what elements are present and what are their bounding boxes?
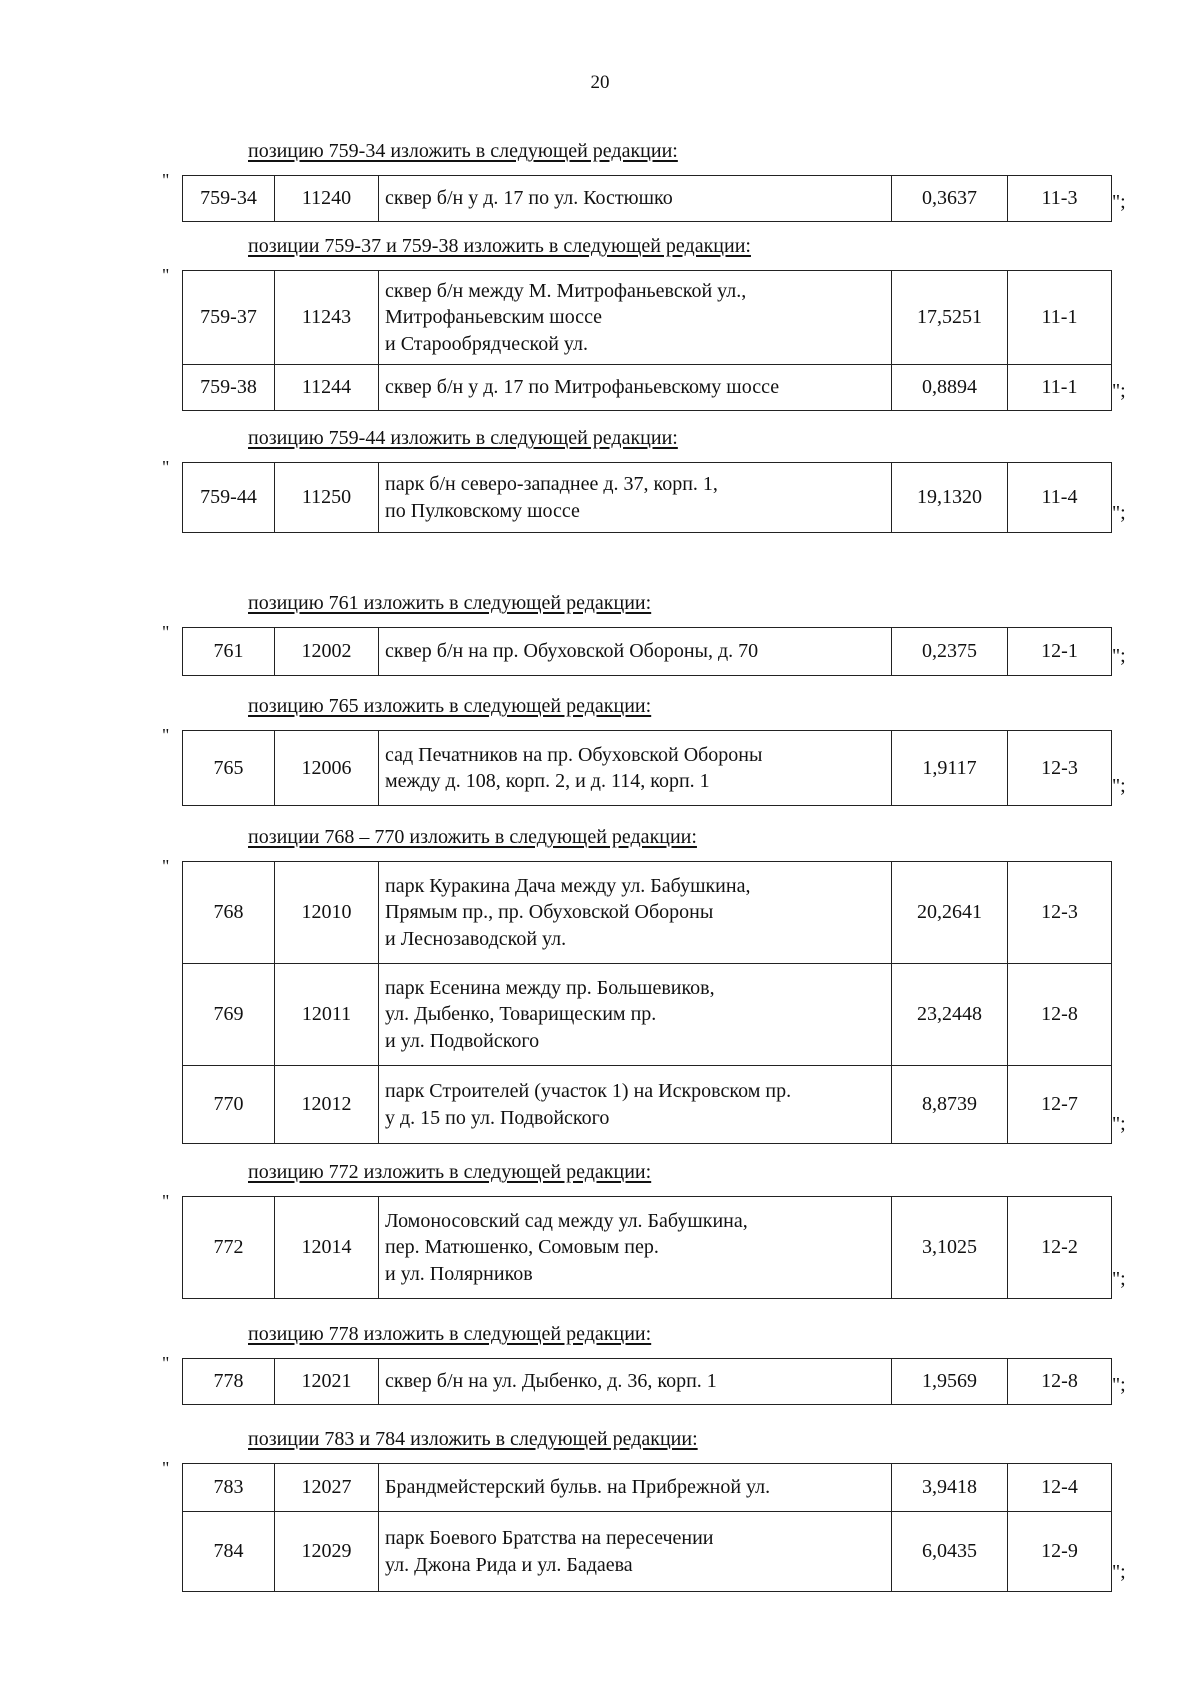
- closing-quote: ";: [1112, 1268, 1126, 1290]
- description-line: сквер б/н у д. 17 по Митрофаньевскому шоссе: [385, 376, 780, 399]
- area-hectares-cell: 8,8739: [892, 1066, 1008, 1144]
- amendment-table: [182, 270, 1112, 411]
- district-zone-cell: 12-2: [1008, 1197, 1112, 1299]
- amendment-caption: позицию 778 изложить в следующей редакции:: [248, 1323, 652, 1345]
- closing-quote: ";: [1112, 1113, 1126, 1135]
- object-description-cell: [379, 1464, 892, 1512]
- object-code-cell: 12006: [275, 731, 379, 806]
- amendment-table: [182, 1358, 1112, 1405]
- closing-quote: ";: [1112, 775, 1126, 797]
- description-line: ул. Дыбенко, Товарищеским пр.: [385, 1003, 657, 1026]
- position-number-cell: 784: [183, 1512, 275, 1592]
- closing-quote: ";: [1112, 1561, 1126, 1583]
- area-hectares-cell: 20,2641: [892, 862, 1008, 964]
- amendment-table: [182, 1463, 1112, 1592]
- object-code-cell: 11243: [275, 271, 379, 365]
- amendment-table: [182, 1196, 1112, 1299]
- area-hectares-cell: 17,5251: [892, 271, 1008, 365]
- area-hectares-cell: 3,9418: [892, 1464, 1008, 1512]
- opening-quote: ": [162, 856, 170, 876]
- description-line: сквер б/н на ул. Дыбенко, д. 36, корп. 1: [385, 1370, 717, 1393]
- table-row: [183, 271, 1112, 365]
- closing-quote: ";: [1112, 191, 1126, 213]
- object-code-cell: 12027: [275, 1464, 379, 1512]
- district-zone-cell: 12-9: [1008, 1512, 1112, 1592]
- district-zone-cell: 12-4: [1008, 1464, 1112, 1512]
- amendment-caption: позиции 783 и 784 изложить в следующей редакции:: [248, 1428, 698, 1450]
- area-hectares-cell: 0,2375: [892, 628, 1008, 676]
- object-code-cell: 12021: [275, 1359, 379, 1405]
- object-code-cell: 11250: [275, 463, 379, 533]
- object-description-cell: [379, 1066, 892, 1144]
- table-row: [183, 1066, 1112, 1144]
- amendment-table: [182, 627, 1112, 676]
- closing-quote: ";: [1112, 1374, 1126, 1396]
- object-code-cell: 12014: [275, 1197, 379, 1299]
- amendment-table: [182, 175, 1112, 222]
- amendment-caption: позицию 765 изложить в следующей редакции:: [248, 695, 652, 717]
- amendment-caption: позицию 759-34 изложить в следующей редакции:: [248, 140, 678, 162]
- district-zone-cell: 11-1: [1008, 365, 1112, 411]
- amendment-caption: позиции 768 – 770 изложить в следующей редакции:: [248, 826, 697, 848]
- opening-quote: ": [162, 170, 170, 190]
- description-line: и ул. Подвойского: [385, 1029, 540, 1052]
- description-line: сквер б/н между М. Митрофаньевской ул.,: [385, 279, 747, 302]
- position-number-cell: 783: [183, 1464, 275, 1512]
- description-line: парк Куракина Дача между ул. Бабушкина,: [385, 874, 751, 897]
- opening-quote: ": [162, 1353, 170, 1373]
- area-hectares-cell: 1,9569: [892, 1359, 1008, 1405]
- description-line: парк Строителей (участок 1) на Искровском пр.: [385, 1080, 792, 1103]
- description-line: парк Боевого Братства на пересечении: [385, 1527, 714, 1550]
- table-row: [183, 176, 1112, 222]
- object-description-cell: [379, 628, 892, 676]
- description-line: Прямым пр., пр. Обуховской Обороны: [385, 901, 714, 924]
- object-code-cell: 12012: [275, 1066, 379, 1144]
- description-line: сквер б/н у д. 17 по ул. Костюшко: [385, 187, 673, 210]
- opening-quote: ": [162, 622, 170, 642]
- opening-quote: ": [162, 725, 170, 745]
- object-description-cell: [379, 964, 892, 1066]
- object-code-cell: 11244: [275, 365, 379, 411]
- amendment-caption: позицию 772 изложить в следующей редакции:: [248, 1161, 652, 1183]
- table-row: [183, 964, 1112, 1066]
- opening-quote: ": [162, 1191, 170, 1211]
- district-zone-cell: 12-8: [1008, 964, 1112, 1066]
- description-line: Брандмейстерский бульв. на Прибрежной ул.: [385, 1476, 771, 1499]
- area-hectares-cell: 23,2448: [892, 964, 1008, 1066]
- table-row: [183, 1359, 1112, 1405]
- description-line: парк Есенина между пр. Большевиков,: [385, 976, 715, 999]
- position-number-cell: 759-44: [183, 463, 275, 533]
- object-description-cell: [379, 1359, 892, 1405]
- description-line: и Старообрядческой ул.: [385, 332, 589, 355]
- area-hectares-cell: 3,1025: [892, 1197, 1008, 1299]
- object-description-cell: [379, 271, 892, 365]
- position-number-cell: 765: [183, 731, 275, 806]
- table-row: [183, 365, 1112, 411]
- table-row: [183, 731, 1112, 806]
- description-line: сквер б/н на пр. Обуховской Обороны, д. 70: [385, 640, 759, 663]
- description-line: и Леснозаводской ул.: [385, 927, 567, 950]
- position-number-cell: 769: [183, 964, 275, 1066]
- position-number-cell: 759-37: [183, 271, 275, 365]
- closing-quote: ";: [1112, 380, 1126, 402]
- table-row: [183, 862, 1112, 964]
- amendment-table: [182, 861, 1112, 1144]
- amendment-table: [182, 730, 1112, 806]
- table-row: [183, 1197, 1112, 1299]
- position-number-cell: 768: [183, 862, 275, 964]
- object-description-cell: [379, 365, 892, 411]
- object-code-cell: 12029: [275, 1512, 379, 1592]
- position-number-cell: 778: [183, 1359, 275, 1405]
- position-number-cell: 759-38: [183, 365, 275, 411]
- district-zone-cell: 12-3: [1008, 862, 1112, 964]
- closing-quote: ";: [1112, 645, 1126, 667]
- page-number: 20: [590, 72, 610, 93]
- description-line: между д. 108, корп. 2, и д. 114, корп. 1: [385, 770, 710, 792]
- description-line: по Пулковскому шоссе: [385, 499, 580, 522]
- area-hectares-cell: 6,0435: [892, 1512, 1008, 1592]
- district-zone-cell: 12-7: [1008, 1066, 1112, 1144]
- opening-quote: ": [162, 265, 170, 285]
- amendment-table: [182, 462, 1112, 533]
- district-zone-cell: 11-3: [1008, 176, 1112, 222]
- position-number-cell: 772: [183, 1197, 275, 1299]
- position-number-cell: 759-34: [183, 176, 275, 222]
- description-line: и ул. Полярников: [385, 1262, 533, 1285]
- object-code-cell: 12002: [275, 628, 379, 676]
- table-row: [183, 628, 1112, 676]
- area-hectares-cell: 1,9117: [892, 731, 1008, 806]
- area-hectares-cell: 19,1320: [892, 463, 1008, 533]
- object-description-cell: [379, 176, 892, 222]
- district-zone-cell: 12-8: [1008, 1359, 1112, 1405]
- object-description-cell: [379, 1197, 892, 1299]
- description-line: ул. Джона Рида и ул. Бадаева: [385, 1553, 633, 1576]
- district-zone-cell: 12-3: [1008, 731, 1112, 806]
- object-code-cell: 12011: [275, 964, 379, 1066]
- district-zone-cell: 12-1: [1008, 628, 1112, 676]
- description-line: Ломоносовский сад между ул. Бабушкина,: [385, 1209, 748, 1232]
- object-description-cell: [379, 1512, 892, 1592]
- amendment-caption: позиции 759-37 и 759-38 изложить в следующей редакции:: [248, 235, 751, 257]
- table-row: [183, 1464, 1112, 1512]
- description-line: парк б/н северо-западнее д. 37, корп. 1,: [385, 473, 718, 496]
- object-code-cell: 11240: [275, 176, 379, 222]
- object-description-cell: [379, 463, 892, 533]
- area-hectares-cell: 0,3637: [892, 176, 1008, 222]
- opening-quote: ": [162, 457, 170, 477]
- object-description-cell: [379, 862, 892, 964]
- closing-quote: ";: [1112, 502, 1126, 524]
- area-hectares-cell: 0,8894: [892, 365, 1008, 411]
- description-line: пер. Матюшенко, Сомовым пер.: [385, 1236, 659, 1259]
- table-row: [183, 1512, 1112, 1592]
- description-line: сад Печатников на пр. Обуховской Обороны: [385, 743, 763, 766]
- object-description-cell: [379, 731, 892, 806]
- position-number-cell: 770: [183, 1066, 275, 1144]
- opening-quote: ": [162, 1458, 170, 1478]
- district-zone-cell: 11-1: [1008, 271, 1112, 365]
- table-row: [183, 463, 1112, 533]
- amendment-caption: позицию 761 изложить в следующей редакции:: [248, 592, 652, 614]
- district-zone-cell: 11-4: [1008, 463, 1112, 533]
- description-line: Митрофаньевским шоссе: [385, 306, 603, 329]
- position-number-cell: 761: [183, 628, 275, 676]
- amendment-caption: позицию 759-44 изложить в следующей редакции:: [248, 427, 678, 449]
- object-code-cell: 12010: [275, 862, 379, 964]
- description-line: у д. 15 по ул. Подвойского: [385, 1106, 610, 1129]
